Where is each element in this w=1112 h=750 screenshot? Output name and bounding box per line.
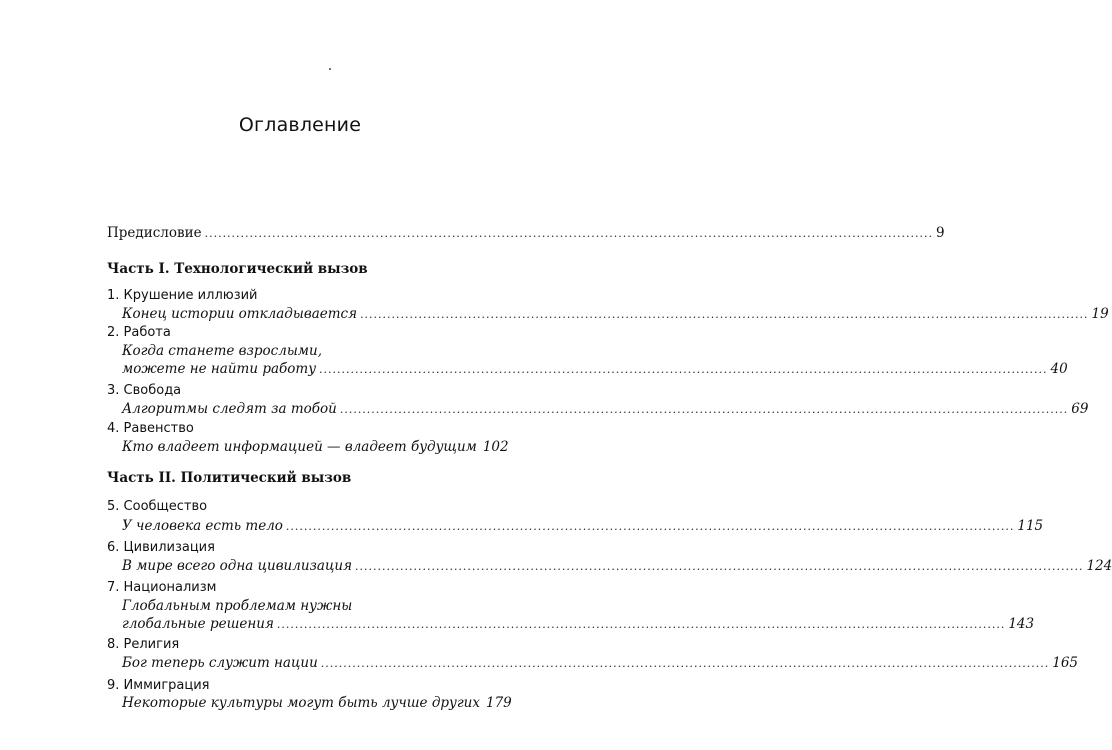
page-number: 115: [1017, 518, 1044, 534]
chapter-title: 7. Национализм: [107, 580, 217, 595]
page-number: 19: [1091, 306, 1109, 322]
chapter-subtitle-line: Глобальным проблемам нужны: [122, 598, 353, 614]
chapter-title: 8. Религия: [107, 637, 180, 652]
chapter-subtitle: Кто владеет информацией — владеет будущим: [122, 439, 477, 455]
dot-leader: ..................................................................................................................................................................: [320, 657, 1050, 670]
page-number: 102: [482, 439, 509, 455]
chapter-title: 1. Крушение иллюзий: [107, 288, 258, 303]
page-number: 9: [936, 225, 945, 241]
chapter-subtitle: Конец истории откладывается: [122, 306, 358, 322]
chapter-subtitle: Некоторые культуры могут быть лучше других: [122, 695, 480, 711]
toc-entry-chapter-2[interactable]: [107, 359, 1068, 379]
chapter-subtitle-line: Когда станете взрослыми,: [122, 343, 322, 359]
chapter-subtitle: Бог теперь служит нации: [122, 655, 318, 671]
toc-entry-preface[interactable]: [107, 223, 945, 243]
chapter-subtitle: можете не найти работу: [122, 361, 317, 377]
chapter-title: 2. Работа: [107, 325, 171, 340]
part-heading: Часть II. Политический вызов: [107, 470, 352, 486]
chapter-title: 3. Свобода: [107, 383, 182, 398]
chapter-subtitle: Алгоритмы следят за тобой: [122, 401, 337, 417]
dot-leader: ..................................................................................................................................................................: [285, 520, 1015, 533]
print-speck: [329, 68, 331, 70]
toc-entry-chapter-5[interactable]: [107, 516, 1044, 536]
toc-entry-chapter-7[interactable]: [107, 614, 1035, 634]
chapter-title: 9. Иммиграция: [107, 678, 210, 693]
page-number: 143: [1008, 616, 1035, 632]
page-number: 69: [1071, 401, 1089, 417]
toc-entry-chapter-1[interactable]: [107, 304, 1109, 324]
page-number: 179: [486, 695, 512, 711]
dot-leader: ..................................................................................................................................................................: [355, 560, 1084, 573]
page-number: 40: [1050, 361, 1068, 377]
toc-entry-chapter-9[interactable]: [107, 693, 512, 713]
dot-leader: ..................................................................................................................................................................: [339, 403, 1069, 416]
dot-leader: ..................................................................................................................................................................: [276, 618, 1006, 631]
chapter-subtitle: В мире всего одна цивилизация: [122, 558, 353, 574]
chapter-title: 6. Цивилизация: [107, 540, 215, 555]
toc-entry-chapter-3[interactable]: [107, 399, 1089, 419]
preface-label: Предисловие: [107, 225, 202, 241]
page-number: 165: [1052, 655, 1079, 671]
page-title: Оглавление: [238, 114, 362, 136]
part-heading: Часть I. Технологический вызов: [107, 261, 368, 277]
dot-leader: ..................................................................................................................................................................: [204, 227, 934, 240]
toc-entry-chapter-4[interactable]: [107, 437, 509, 457]
chapter-subtitle: глобальные решения: [122, 616, 274, 632]
toc-entry-chapter-8[interactable]: [107, 653, 1079, 673]
dot-leader: ..................................................................................................................................................................: [319, 363, 1048, 376]
toc-entry-chapter-6[interactable]: [107, 556, 1112, 576]
page-number: 124: [1086, 558, 1112, 574]
chapter-title: 4. Равенство: [107, 421, 194, 436]
chapter-title: 5. Сообщество: [107, 499, 208, 514]
chapter-subtitle: У человека есть тело: [122, 518, 283, 534]
dot-leader: ..................................................................................................................................................................: [360, 308, 1089, 321]
